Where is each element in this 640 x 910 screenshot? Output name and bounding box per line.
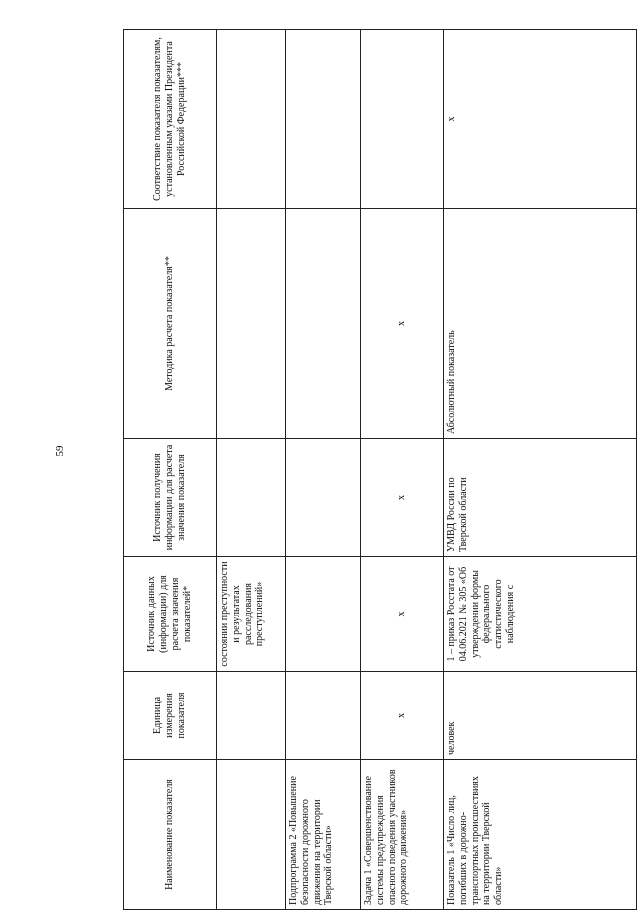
cell-info-source bbox=[217, 439, 286, 557]
cell-method bbox=[217, 209, 286, 439]
table-header-row bbox=[124, 30, 217, 910]
cell-data-source bbox=[286, 557, 361, 672]
cell-info-source: x bbox=[361, 439, 444, 557]
cell-unit: человек bbox=[444, 672, 637, 760]
cell-data-source: 1 – приказ Росстата от 04.06.2021 № 305 «Об утверждении формы федерального статистического наблюдения с bbox=[444, 557, 637, 672]
header-cell-compliance: Соответствие показателя показателям, установленным указами Президента Российской Федерации*** bbox=[124, 30, 217, 209]
header-cell-method: Методика расчета показателя** bbox=[124, 209, 217, 439]
cell-name: Показатель 1 «Число лиц, погибших в дорожно-транспортных происшествиях на территории Тверской области» bbox=[444, 760, 637, 910]
cell-data-source: состоянии преступности и результатах расследования преступлений» bbox=[217, 557, 286, 672]
cell-name: Подпрограмма 2 «Повышение безопасности дорожного движения на территории Тверской области» bbox=[286, 760, 361, 910]
cell-method: x bbox=[361, 209, 444, 439]
cell-method bbox=[286, 209, 361, 439]
cell-method: Абсолютный показатель bbox=[444, 209, 637, 439]
cell-compliance: x bbox=[444, 30, 637, 209]
cell-info-source: УМВД России по Тверской области bbox=[444, 439, 637, 557]
table-row bbox=[361, 30, 444, 910]
table-row bbox=[286, 30, 361, 910]
cell-name: Задача 1 «Совершенствование системы предупреждения опасного поведения участников дорожного движения» bbox=[361, 760, 444, 910]
table-row bbox=[444, 30, 637, 910]
cell-compliance bbox=[361, 30, 444, 209]
header-cell-name: Наименование показателя bbox=[124, 760, 217, 910]
cell-unit: x bbox=[361, 672, 444, 760]
header-cell-unit: Единица измерения показателя bbox=[124, 672, 217, 760]
table-row bbox=[217, 30, 286, 910]
header-cell-data-source: Источник данных (информации) для расчета значения показателей* bbox=[124, 557, 217, 672]
cell-compliance bbox=[217, 30, 286, 209]
indicator-table bbox=[123, 29, 637, 910]
rotated-table-frame bbox=[123, 30, 637, 910]
cell-unit bbox=[286, 672, 361, 760]
cell-name bbox=[217, 760, 286, 910]
page-number: 59 bbox=[54, 445, 66, 457]
header-cell-info-source: Источник получения информации для расчета значения показателя bbox=[124, 439, 217, 557]
cell-data-source: x bbox=[361, 557, 444, 672]
cell-info-source bbox=[286, 439, 361, 557]
cell-compliance bbox=[286, 30, 361, 209]
cell-unit bbox=[217, 672, 286, 760]
